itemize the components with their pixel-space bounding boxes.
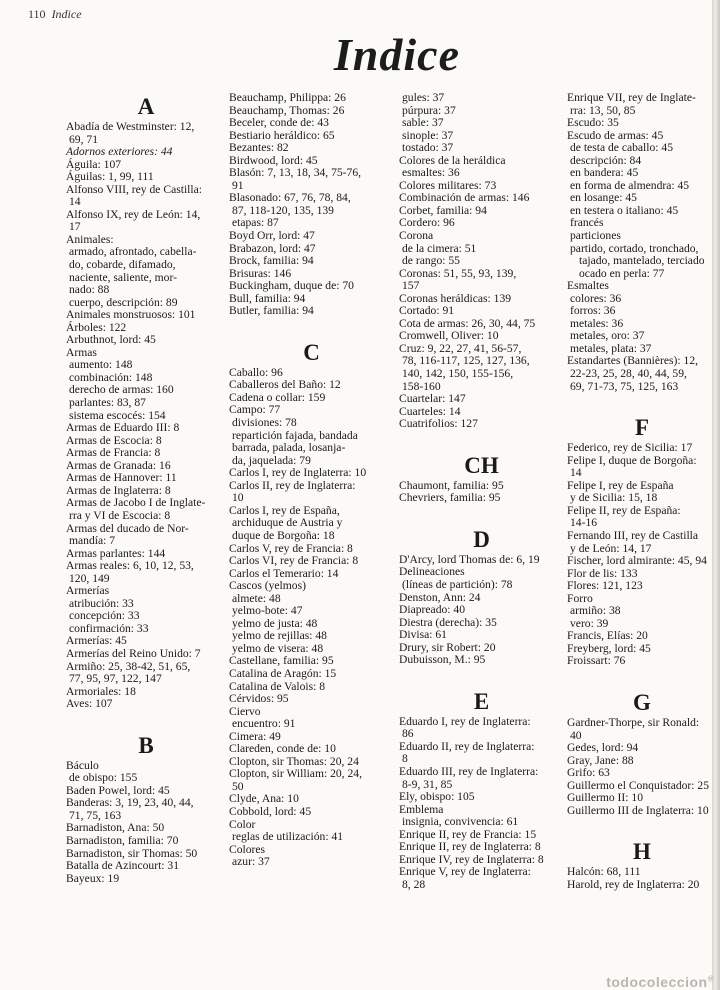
- index-entry: Clyde, Ana: 10: [229, 792, 299, 806]
- index-subentry: púrpura: 37: [402, 103, 456, 117]
- index-entry: Cromwell, Oliver: 10: [399, 329, 499, 343]
- index-entry: Cota de armas: 26, 30, 44, 75: [399, 316, 536, 330]
- index-entry: Gedes, lord: 94: [567, 741, 639, 755]
- index-subentry: yelmo de visera: 48: [232, 641, 324, 655]
- index-column-3: [399, 92, 564, 891]
- section-letter: F: [634, 415, 650, 441]
- index-subentry: do, cobarde, difamado,: [69, 258, 176, 272]
- index-subentry: nado: 88: [69, 283, 110, 297]
- index-subentry: de rango: 55: [402, 254, 460, 268]
- index-entry: Gray, Jane: 88: [567, 753, 634, 767]
- index-entry: Báculo: [66, 758, 99, 772]
- index-entry: Boyd Orr, lord: 47: [229, 229, 315, 243]
- section-gap: [229, 318, 394, 338]
- index-entry: Beauchamp, Thomas: 26: [229, 103, 345, 117]
- index-entry: Brock, familia: 94: [229, 254, 314, 268]
- index-entry: Coronas heráldicas: 139: [399, 291, 512, 305]
- index-entry: Caballeros del Baño: 12: [229, 378, 341, 392]
- index-entry: Cascos (yelmos): [229, 579, 306, 593]
- index-entry: Carlos I, rey de España,: [229, 503, 340, 517]
- index-entry: Freyberg, lord: 45: [567, 641, 651, 655]
- index-subentry: sinople: 37: [402, 128, 454, 142]
- index-entry: Grifo: 63: [567, 766, 610, 780]
- index-entry: Águilas: 1, 99, 111: [66, 170, 154, 184]
- registered-mark: ®: [707, 974, 714, 984]
- index-entry: Aves: 107: [66, 697, 113, 711]
- index-entry: Diestra (derecha): 35: [399, 615, 497, 629]
- index-subentry: 87, 118-120, 135, 139: [232, 203, 334, 217]
- index-entry: Guillermo II: 10: [567, 791, 643, 805]
- index-entry: Barnadiston, Ana: 50: [66, 821, 165, 835]
- index-subentry: 77, 95, 97, 122, 147: [69, 672, 162, 686]
- index-entry: Armas: [66, 345, 97, 359]
- index-entry: Guillermo III de Inglaterra: 10: [567, 803, 709, 817]
- index-entry: Carlos V, rey de Francia: 8: [229, 541, 353, 555]
- index-entry: Felipe I, duque de Borgoña:: [567, 453, 697, 467]
- index-column-2: [229, 92, 394, 869]
- index-entry: Eduardo III, rey de Inglaterra:: [399, 764, 539, 778]
- index-column-1: [66, 92, 226, 885]
- index-entry: Eduardo I, rey de Inglaterra:: [399, 714, 531, 728]
- index-subentry: vero: 39: [570, 616, 609, 630]
- index-entry: Barnadiston, familia: 70: [66, 833, 179, 847]
- index-subentry: cuerpo, descripción: 89: [69, 295, 178, 309]
- index-subentry: francés: [570, 216, 604, 230]
- index-entry: Armas de Jacobo I de Inglate-: [66, 496, 206, 510]
- section-letter: D: [473, 526, 490, 552]
- index-entry: Arbuthnot, lord: 45: [66, 333, 156, 347]
- index-entry: Cuarteles: 14: [399, 404, 461, 418]
- index-subentry: etapas: 87: [232, 216, 279, 230]
- index-subentry: tostado: 37: [402, 141, 454, 155]
- index-entry: Armas de Escocia: 8: [66, 433, 162, 447]
- index-subentry: de obispo: 155: [69, 771, 138, 785]
- index-subentry: encuentro: 91: [232, 717, 296, 731]
- section-letter: C: [303, 339, 320, 365]
- page-number: 110: [28, 7, 46, 21]
- index-entry: Banderas: 3, 19, 23, 40, 44,: [66, 796, 194, 810]
- section-letter: H: [633, 839, 651, 865]
- index-entry: Divisa: 61: [399, 628, 447, 642]
- index-entry: Butler, familia: 94: [229, 304, 314, 318]
- index-subentry: yelmo de rejillas: 48: [232, 629, 327, 643]
- index-subentry: 69, 71-73, 75, 125, 163: [570, 379, 679, 393]
- index-entry: Baden Powel, lord: 45: [66, 783, 170, 797]
- index-entry: Cordero: 96: [399, 216, 455, 230]
- index-subentry: mandía: 7: [69, 534, 116, 548]
- index-entry: Armas parlantes: 144: [66, 546, 166, 560]
- index-subentry: en losange: 45: [570, 191, 637, 205]
- index-entry: Abadía de Westminster: 12,: [66, 120, 195, 133]
- index-entry: Eduardo II, rey de Inglaterra:: [399, 739, 535, 753]
- index-entry: Ciervo: [229, 704, 261, 718]
- index-subentry: y de Sicilia: 15, 18: [570, 491, 658, 505]
- index-entry: Bayeux: 19: [66, 871, 120, 885]
- index-entry: Cortado: 91: [399, 304, 455, 318]
- index-subentry: tajado, mantelado, terciado: [579, 254, 705, 268]
- index-entry: Birdwood, lord: 45: [229, 153, 318, 167]
- index-entry: Colores militares: 73: [399, 178, 497, 192]
- index-entry: Cimera: 49: [229, 729, 281, 743]
- index-subentry: 140, 142, 150, 155-156,: [402, 367, 514, 381]
- index-subentry: de la cimera: 51: [402, 241, 477, 255]
- section-letter: G: [633, 689, 651, 715]
- index-entry: Gardner-Thorpe, sir Ronald:: [567, 715, 700, 729]
- page-title: Indice: [333, 29, 460, 80]
- index-entry: Carlos I, rey de Inglaterra: 10: [229, 466, 367, 480]
- index-subentry: gules: 37: [402, 91, 445, 104]
- watermark-text: todocoleccion: [606, 974, 708, 990]
- section-gap: [399, 505, 564, 525]
- index-subentry: archiduque de Austria y: [232, 516, 343, 530]
- index-entry: Escudo de armas: 45: [567, 128, 664, 142]
- index-entry: Combinación de armas: 146: [399, 191, 530, 205]
- index-subentry: sable: 37: [402, 116, 444, 130]
- index-entry: Felipe II, rey de España:: [567, 503, 681, 517]
- index-entry: Chaumont, familia: 95: [399, 478, 504, 492]
- index-entry: Emblema: [399, 802, 444, 816]
- index-subentry: 17: [69, 220, 81, 234]
- index-subentry: duque de Borgoña: 18: [232, 528, 335, 542]
- index-subentry: ocado en perla: 77: [579, 266, 665, 280]
- index-entry: Flores: 121, 123: [567, 579, 643, 593]
- index-subentry: 14: [570, 466, 582, 480]
- section-letter: A: [137, 94, 155, 119]
- running-head: [28, 7, 82, 22]
- index-entry: Blasón: 7, 13, 18, 34, 75-76,: [229, 166, 362, 180]
- index-subentry: derecho de armas: 160: [69, 383, 174, 397]
- section-gap: [567, 817, 717, 837]
- index-entry: Bull, familia: 94: [229, 291, 306, 305]
- index-subentry: azur: 37: [232, 855, 270, 869]
- index-subentry: esmaltes: 36: [402, 166, 460, 180]
- index-subentry: da, jaquelada: 79: [232, 453, 311, 467]
- index-entry: Cobbold, lord: 45: [229, 804, 312, 818]
- index-entry: Coronas: 51, 55, 93, 139,: [399, 266, 517, 280]
- index-entry: Buckingham, duque de: 70: [229, 279, 354, 293]
- index-entry: Enrique V, rey de Inglaterra:: [399, 865, 531, 879]
- section-letter: E: [473, 688, 490, 714]
- index-entry: Armoriales: 18: [66, 684, 136, 698]
- index-entry: Color: [229, 817, 256, 831]
- index-subentry: divisiones: 78: [232, 416, 297, 430]
- index-entry: Castellane, familia: 95: [229, 654, 334, 668]
- index-subentry: aumento: 148: [69, 358, 133, 372]
- index-entry: Blasonado: 67, 76, 78, 84,: [229, 191, 351, 205]
- index-entry: Federico, rey de Sicilia: 17: [567, 441, 693, 455]
- index-subentry: combinación: 148: [69, 370, 153, 384]
- index-entry: Armas de Eduardo III: 8: [66, 421, 180, 435]
- index-entry: Delineaciones: [399, 565, 465, 579]
- index-subentry: 14: [69, 195, 81, 209]
- index-subentry: 86: [402, 727, 414, 741]
- index-entry: Felipe I, rey de España: [567, 478, 674, 492]
- index-entry: Drury, sir Robert: 20: [399, 640, 496, 654]
- index-subentry: atribución: 33: [69, 596, 134, 610]
- index-entry: Alfonso VIII, rey de Castilla:: [66, 182, 202, 196]
- index-entry: Cuatrifolios: 127: [399, 417, 478, 431]
- index-entry: Colores de la heráldica: [399, 153, 506, 167]
- index-subentry: naciente, saliente, mor-: [69, 270, 177, 284]
- index-entry: Armas de Inglaterra: 8: [66, 483, 171, 497]
- index-entry: Catalina de Aragón: 15: [229, 666, 337, 680]
- index-entry: Fernando III, rey de Castilla: [567, 528, 699, 542]
- index-subentry: 91: [232, 178, 244, 192]
- index-subentry: colores: 36: [570, 291, 622, 305]
- index-entry: Armas de Hannover: 11: [66, 471, 177, 485]
- index-column-4: [567, 92, 717, 891]
- index-entry: Cérvidos: 95: [229, 692, 289, 706]
- index-entry: Clareden, conde de: 10: [229, 742, 336, 756]
- index-subentry: 158-160: [402, 379, 441, 393]
- index-entry: Corona: [399, 229, 434, 243]
- section-letter: B: [138, 732, 154, 758]
- index-subentry: partido, cortado, tronchado,: [570, 241, 699, 255]
- index-subentry: insignia, convivencia: 61: [402, 815, 519, 829]
- index-entry: Bestiario heráldico: 65: [229, 128, 335, 142]
- index-entry: Animales monstruosos: 101: [66, 308, 196, 322]
- index-entry: Armas reales: 6, 10, 12, 53,: [66, 559, 194, 573]
- index-entry: Flor de lis: 133: [567, 566, 638, 580]
- index-entry: Enrique II, rey de Francia: 15: [399, 827, 537, 841]
- index-subentry: 8, 28: [402, 877, 426, 891]
- index-entry: Fischer, lord almirante: 45, 94: [567, 554, 707, 568]
- index-subentry: armado, afrontado, cabella-: [69, 245, 197, 259]
- index-subentry: 8: [402, 752, 408, 766]
- section-gap: [66, 711, 226, 731]
- index-entry: Armas del ducado de Nor-: [66, 521, 189, 535]
- index-subentry: en testera o italiano: 45: [570, 203, 679, 217]
- index-subentry: 10: [232, 491, 244, 505]
- section-gap: [567, 393, 717, 413]
- section-gap: [399, 667, 564, 687]
- index-entry: Brabazon, lord: 47: [229, 241, 316, 255]
- index-subentry: y de León: 14, 17: [570, 541, 652, 555]
- index-entry: Francis, Elías: 20: [567, 629, 648, 643]
- running-head-title: Indice: [51, 7, 82, 21]
- index-subentry: forros: 36: [570, 304, 616, 318]
- index-subentry: parlantes: 83, 87: [69, 396, 146, 410]
- index-subentry: metales, plata: 37: [570, 341, 652, 355]
- index-subentry: almete: 48: [232, 591, 281, 605]
- index-subentry: en forma de almendra: 45: [570, 178, 690, 192]
- index-subentry: reglas de utilización: 41: [232, 830, 344, 844]
- index-subentry: repartición fajada, bandada: [232, 428, 358, 442]
- index-subentry: 8-9, 31, 85: [402, 777, 453, 791]
- index-entry: Guillermo el Conquistador: 25: [567, 778, 710, 792]
- index-entry: Árboles: 122: [66, 320, 127, 334]
- index-entry: Enrique IV, rey de Inglaterra: 8: [399, 852, 544, 866]
- index-subentry: 40: [570, 728, 582, 742]
- index-entry: Beceler, conde de: 43: [229, 116, 329, 130]
- section-gap: [567, 668, 717, 688]
- index-subentry: concepción: 33: [69, 609, 140, 623]
- index-entry: Escudo: 35: [567, 116, 619, 130]
- index-entry: Armerías: [66, 584, 110, 598]
- index-subentry: 157: [402, 279, 420, 293]
- index-entry: Alfonso IX, rey de León: 14,: [66, 207, 201, 221]
- index-subentry: yelmo-bote: 47: [232, 604, 303, 618]
- index-entry: Campo: 77: [229, 403, 281, 417]
- index-entry: Diapreado: 40: [399, 603, 465, 617]
- index-entry: Caballo: 96: [229, 365, 283, 379]
- index-subentry: sistema escocés: 154: [69, 408, 166, 422]
- index-entry: Denston, Ann: 24: [399, 590, 481, 604]
- index-entry: Adornos exteriores: 44: [66, 145, 173, 159]
- index-subentry: metales: 36: [570, 316, 624, 330]
- index-entry: Enrique II, rey de Inglaterra: 8: [399, 840, 541, 854]
- index-entry: Esmaltes: [567, 279, 609, 293]
- index-subentry: 22-23, 25, 28, 40, 44, 59,: [570, 367, 687, 381]
- index-subentry: metales, oro: 37: [570, 329, 645, 343]
- index-entry: Colores: [229, 842, 266, 856]
- index-entry: Brisuras: 146: [229, 266, 292, 280]
- index-subentry: 50: [232, 779, 244, 793]
- index-subentry: en bandera: 45: [570, 166, 639, 180]
- watermark: [606, 974, 714, 990]
- index-entry: Enrique VII, rey de Inglate-: [567, 91, 696, 104]
- index-entry: Carlos el Temerario: 14: [229, 566, 339, 580]
- index-subentry: particiones: [570, 229, 621, 243]
- index-subentry: rra: 13, 50, 85: [570, 103, 636, 117]
- index-entry: Ely, obispo: 105: [399, 790, 475, 804]
- index-entry: Corbet, familia: 94: [399, 203, 487, 217]
- index-entry: Cuartelar: 147: [399, 392, 466, 406]
- index-entry: Dubuisson, M.: 95: [399, 653, 486, 667]
- index-entry: Froissart: 76: [567, 654, 626, 668]
- index-entry: Beauchamp, Philippa: 26: [229, 91, 346, 104]
- index-subentry: rra y VI de Escocia: 8: [69, 508, 171, 522]
- index-entry: Carlos VI, rey de Francia: 8: [229, 554, 359, 568]
- index-entry: Bezantes: 82: [229, 141, 289, 155]
- index-entry: Forro: [567, 591, 593, 605]
- index-entry: Clopton, sir Thomas: 20, 24: [229, 754, 359, 768]
- index-entry: Clopton, sir William: 20, 24,: [229, 767, 362, 781]
- index-subentry: 78, 116-117, 125, 127, 136,: [402, 354, 530, 368]
- index-entry: D'Arcy, lord Thomas de: 6, 19: [399, 552, 540, 566]
- index-entry: Chevriers, familia: 95: [399, 491, 501, 505]
- index-entry: Armiño: 25, 38-42, 51, 65,: [66, 659, 191, 673]
- section-gap: [399, 431, 564, 451]
- index-entry: Catalina de Valois: 8: [229, 679, 326, 693]
- index-entry: Armas de Granada: 16: [66, 458, 171, 472]
- index-subentry: barrada, palada, losanja-: [232, 441, 346, 455]
- index-entry: Águila: 107: [66, 157, 122, 171]
- index-subentry: (líneas de partición): 78: [402, 577, 513, 591]
- index-entry: Carlos II, rey de Inglaterra:: [229, 478, 356, 492]
- index-entry: Batalla de Azincourt: 31: [66, 859, 180, 873]
- index-entry: Barnadiston, sir Thomas: 50: [66, 846, 198, 860]
- index-entry: Cadena o collar: 159: [229, 390, 326, 404]
- index-subentry: 69, 71: [69, 132, 98, 146]
- index-subentry: confirmación: 33: [69, 621, 149, 635]
- index-entry: Halcón: 68, 111: [567, 865, 641, 879]
- index-entry: Estandartes (Bannières): 12,: [567, 354, 699, 368]
- index-subentry: descripción: 84: [570, 153, 642, 167]
- index-entry: Cruz: 9, 22, 27, 41, 56-57,: [399, 341, 522, 355]
- index-entry: Animales:: [66, 232, 114, 246]
- page-edge: [712, 0, 720, 990]
- index-subentry: 71, 75, 163: [69, 808, 122, 822]
- index-subentry: armiño: 38: [570, 604, 621, 618]
- section-letter: CH: [464, 452, 499, 478]
- index-subentry: yelmo de justa: 48: [232, 616, 318, 630]
- index-subentry: 120, 149: [69, 571, 110, 585]
- index-entry: Armerías: 45: [66, 634, 127, 648]
- index-subentry: 14-16: [570, 516, 598, 530]
- index-entry: Armerías del Reino Unido: 7: [66, 646, 201, 660]
- index-subentry: de testa de caballo: 45: [570, 141, 674, 155]
- index-entry: Armas de Francia: 8: [66, 446, 161, 460]
- index-entry: Harold, rey de Inglaterra: 20: [567, 877, 700, 891]
